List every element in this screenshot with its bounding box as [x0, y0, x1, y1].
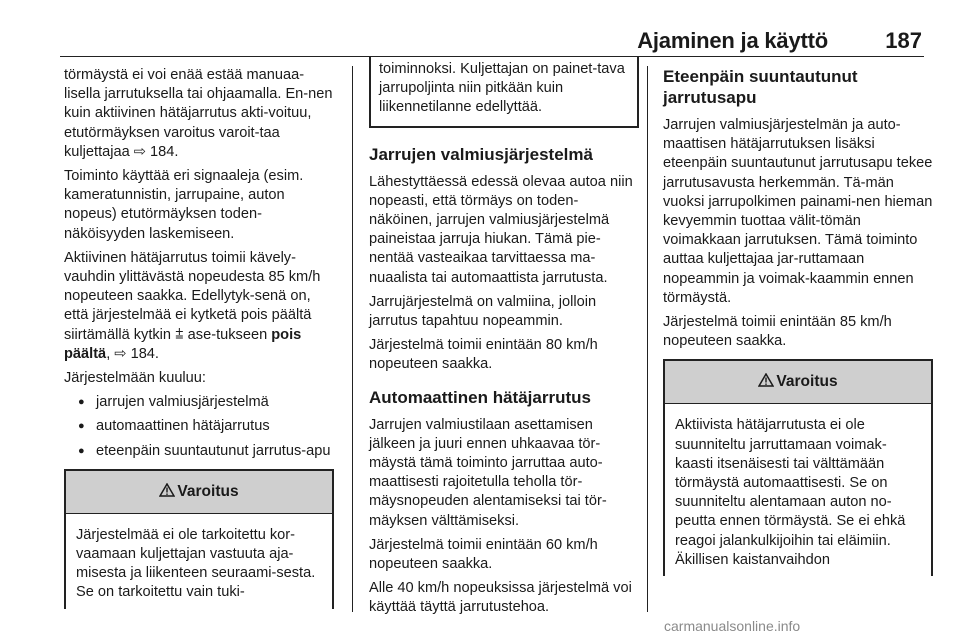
- warning-box: [663, 359, 933, 576]
- warning-title: Varoitus: [776, 373, 838, 391]
- chapter-title: Ajaminen ja käyttö: [637, 28, 828, 53]
- paragraph: Jarrujen valmiustilaan asettamisen jälkeen ja juuri ennen uhkaavaa tör-mäystä tämä toiminto jarruttaa auto-maattisesti rajoitetulla teholla tör-mäysnopeuden alentamiseksi tai tör-mäyksen välttämiseksi.: [369, 416, 607, 529]
- column-3: [663, 66, 933, 576]
- paragraph: Järjestelmä toimii enintään 85 km/h nopeuteen saakka.: [663, 314, 892, 350]
- section-heading: Eteenpäin suuntautunut jarrutusapu: [663, 67, 858, 107]
- setting-name: pois päältä: [64, 326, 302, 362]
- column-divider-2: [647, 66, 648, 612]
- watermark: carmanualsonline.info: [664, 618, 801, 634]
- list-item: ● eteenpäin suuntautunut jarrutus-apu: [64, 442, 334, 461]
- warning-box: [64, 469, 334, 609]
- warning-title: Varoitus: [177, 482, 239, 500]
- paragraph: [64, 249, 334, 364]
- warning-text: Aktiivista hätäjarrutusta ei ole suunniteltu jarruttamaan voimak-kaasti itsenäisesti tai välttämään törmäystä automaattisesti. Se on suunniteltu alentamaan auton no-peutta ennen törmäystä. Se ei ehkä reagoi jalankulkijoihin tai eläimiin. Äkillisen kaistanvaihdon: [675, 417, 906, 568]
- warning-header: [665, 361, 931, 404]
- page-number: 187: [885, 28, 922, 53]
- warning-triangle-icon: [159, 471, 175, 513]
- paragraph: Alle 40 km/h nopeuksissa järjestelmä voi käyttää täyttä jarrutustehoa.: [369, 580, 632, 616]
- paragraph: Järjestelmä toimii enintään 80 km/h nopeuteen saakka.: [369, 337, 598, 373]
- system-components-list: [64, 393, 334, 461]
- paragraph: Lähestyttäessä edessä olevaa autoa niin nopeasti, että törmäys on toden-näköinen, jarrujen valmiusjärjestelmä paineistaa jarruja hiukan. Tämä pie-nentää vasteaikaa tarvittaessa ma-nuaalista tai automaattista jarrutusta.: [369, 173, 633, 286]
- list-item: ● automaattinen hätäjarrutus: [64, 417, 334, 436]
- paragraph: Järjestelmä toimii enintään 60 km/h nopeuteen saakka.: [369, 536, 598, 573]
- paragraph: törmäystä ei voi enää estää manuaa-lisella jarrutuksella tai ohjaamalla. En-nen kuin aktiivinen hätäjarrutus akti-voituu, etutörmäyksen varoitus varoit-taa kuljettajaa ⇨ 184.: [64, 67, 333, 160]
- page-header: [0, 0, 960, 56]
- paragraph: Jarrujärjestelmä on valmiina, jolloin jarrutus tapahtuu nopeammin.: [369, 293, 597, 330]
- column-1: [64, 66, 334, 609]
- paragraph: Järjestelmään kuuluu:: [64, 370, 206, 387]
- paragraph: Jarrujen valmiusjärjestelmän ja auto-maattisen hätäjarrutuksen lisäksi eteenpäin suuntautunut jarrutusapu tekee jarrutusavusta herkemmän. Tä-män vuoksi jarrupolkimen painami-nen hieman kevyemmin tuottaa välit-tömän voimakkaan jarrutuksen. Tämä toiminto auttaa kuljettajaa jar-ruttamaan nopeammin ja voimak-kaammin ennen törmäystä.: [663, 117, 933, 306]
- column-2: [369, 61, 639, 623]
- list-item: ● jarrujen valmiusjärjestelmä: [64, 393, 334, 412]
- warning-box-continued: [369, 56, 639, 128]
- paragraph-text: , ⇨ 184.: [106, 345, 159, 362]
- warning-text: toiminnoksi. Kuljettajan on painet-tava jarrupoljinta niin pitkään kuin liikennetilanne edellyttää.: [379, 61, 625, 116]
- paragraph-text: Aktiivinen hätäjarrutus toimii kävely-vauhdin ylittävästä nopeudesta 85 km/h nopeuteen saakka. Edellytyk-senä on, että järjestelmää ei kytketä pois päältä siirtämällä kytkin ⩲ ase-tukseen: [64, 249, 321, 343]
- paragraph: Toiminto käyttää eri signaaleja (esim. kameratunnistin, jarrupaine, auton nopeus) etutörmäyksen toden-näköisyyden laskemiseen.: [64, 168, 304, 242]
- section-heading: Jarrujen valmiusjärjestelmä: [369, 144, 593, 164]
- warning-header: [66, 471, 332, 514]
- column-divider-1: [352, 66, 353, 612]
- warning-triangle-icon: [758, 361, 774, 403]
- section-heading: Automaattinen hätäjarrutus: [369, 387, 591, 407]
- warning-text: Järjestelmää ei ole tarkoitettu kor-vaamaan kuljettajan vastuuta aja-misesta ja liikenteen seuraami-sesta. Se on tarkoitettu vain tuki-: [76, 526, 316, 601]
